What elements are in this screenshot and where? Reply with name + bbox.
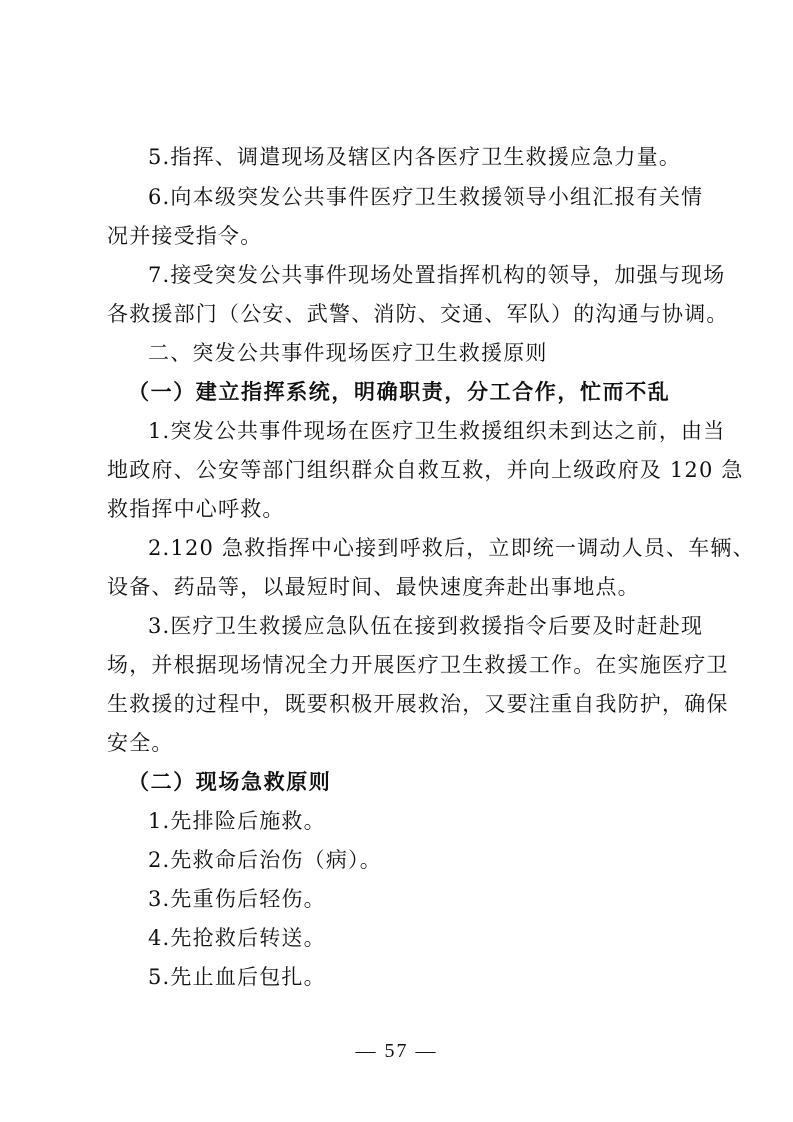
- text-line: 救指挥中心呼救。: [107, 497, 285, 521]
- text-line: 3.医疗卫生救援应急队伍在接到救援指令后要及时赶赴现: [148, 614, 704, 638]
- list-item: 2.先救命后治伤（病）。: [148, 848, 382, 872]
- text-line: 场，并根据现场情况全力开展医疗卫生救援工作。在实施医疗卫: [107, 653, 729, 677]
- text-line: 1.突发公共事件现场在医疗卫生救援组织未到达之前，由当: [148, 419, 726, 443]
- text-line: 地政府、公安等部门组织群众自救互救，并向上级政府及 120 急: [107, 458, 744, 482]
- text-line: 况并接受指令。: [107, 224, 263, 248]
- subsection-heading: （一）建立指挥系统，明确职责，分工合作，忙而不乱: [128, 380, 671, 404]
- text-line: 6.向本级突发公共事件医疗卫生救援领导小组汇报有关情: [148, 185, 704, 209]
- list-item: 5.先止血后包扎。: [148, 965, 326, 989]
- subsection-heading: （二）现场急救原则: [128, 770, 332, 794]
- text-line: 安全。: [107, 731, 174, 755]
- text-line: 7.接受突发公共事件现场处置指挥机构的领导，加强与现场: [148, 263, 726, 287]
- text-line: 各救援部门（公安、武警、消防、交通、军队）的沟通与协调。: [107, 302, 729, 326]
- section-heading: 二、突发公共事件现场医疗卫生救援原则: [148, 341, 548, 365]
- text-line: 生救援的过程中，既要积极开展救治，又要注重自我防护，确保: [107, 692, 729, 716]
- page-number: — 57 —: [355, 1040, 438, 1062]
- list-item: 3.先重伤后轻伤。: [148, 887, 326, 911]
- text-line: 5.指挥、调遣现场及辖区内各医疗卫生救援应急力量。: [148, 145, 682, 169]
- list-item: 1.先排险后施救。: [148, 809, 326, 833]
- text-line: 2.120 急救指挥中心接到呼救后，立即统一调动人员、车辆、: [148, 536, 755, 560]
- list-item: 4.先抢救后转送。: [148, 926, 326, 950]
- text-line: 设备、药品等，以最短时间、最快速度奔赴出事地点。: [107, 575, 640, 599]
